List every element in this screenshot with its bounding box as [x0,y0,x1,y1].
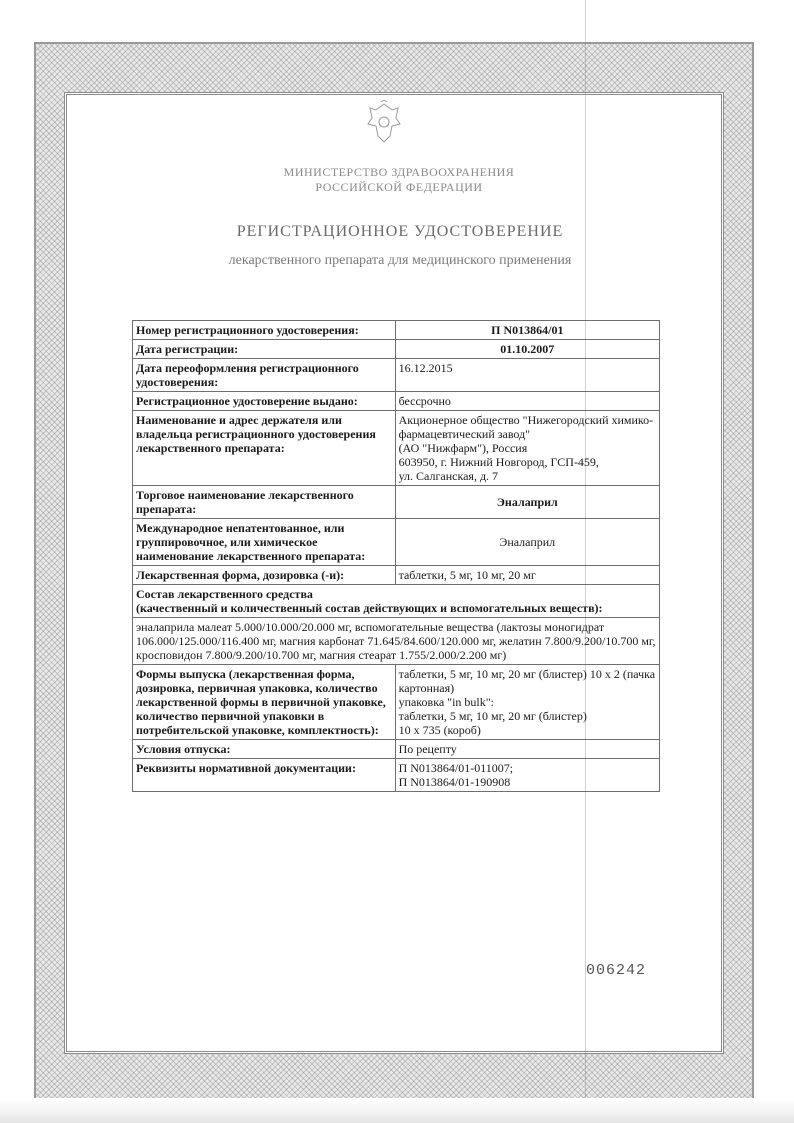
table-row-composition [133,618,660,665]
packaging-line-4: 10 х 735 (короб) [398,723,481,737]
composition-header-line-2: (качественный и количественный состав действующих и вспомогательных веществ): [136,601,603,615]
table-row-reissue-date [133,359,660,392]
holder-address-city: 603950, г. Нижний Новгород, ГСП-459, [398,455,599,469]
issued-value: бессрочно [395,392,659,411]
holder-label: Наименование и адрес держателя или владельца регистрационного удостоверения лекарственного препарата: [133,411,396,486]
packaging-line-1: таблетки, 5 мг, 10 мг, 20 мг (блистер) 10 х 2 (пачка картонная) [398,667,656,695]
coat-of-arms-icon [364,100,404,146]
form-value: таблетки, 5 мг, 10 мг, 20 мг [395,566,659,585]
reissue-date-value: 16.12.2015 [395,359,659,392]
ministry-line-1: МИНИСТЕРСТВО ЗДРАВООХРАНЕНИЯ [283,165,515,179]
table-row-dispensing [133,740,660,759]
dispensing-value: По рецепту [395,740,659,759]
table-row-reg-number [133,321,660,340]
table-row-packaging [133,665,660,740]
document-title: РЕГИСТРАЦИОННОЕ УДОСТОВЕРЕНИЕ [236,223,564,240]
holder-value [395,411,659,486]
ministry-name [234,165,564,195]
reg-number-value: П N013864/01 [395,321,659,340]
packaging-value [395,665,659,740]
table-row-inn [133,519,660,566]
holder-name: Акционерное общество "Нижегородский химико-фармацевтический завод" [398,413,654,441]
table-row-trade-name [133,486,660,519]
table-row-reg-date [133,340,660,359]
composition-header [133,585,660,618]
inn-value: Эналаприл [395,519,659,566]
packaging-label: Формы выпуска (лекарственная форма, дозировка, первичная упаковка, количество лекарственной формы в первичной упаковке, количество первичной упаковки в потребительской упаковке, комплектность): [133,665,396,740]
scan-edge [0,1098,794,1123]
serial-number: 006242 [586,962,647,979]
table-row-holder [133,411,660,486]
reg-date-value: 01.10.2007 [395,340,659,359]
trade-name-label: Торговое наименование лекарственного препарата: [133,486,396,519]
holder-address-street: ул. Салганская, д. 7 [398,469,499,483]
reissue-date-label: Дата переоформления регистрационного удостоверения: [133,359,396,392]
normative-value [395,759,659,792]
table-row-issued [133,392,660,411]
composition-header-line-1: Состав лекарственного средства [136,587,313,601]
packaging-line-2: упаковка "in bulk": [398,695,494,709]
inn-label: Международное непатентованное, или группировочное, или химическое наименование лекарственного препарата: [133,519,396,566]
reg-date-label: Дата регистрации: [133,340,396,359]
trade-name-value: Эналаприл [395,486,659,519]
dispensing-label: Условия отпуска: [133,740,396,759]
table-row-normative [133,759,660,792]
ministry-line-2: РОССИЙСКОЙ ФЕДЕРАЦИИ [315,180,483,194]
packaging-line-3: таблетки, 5 мг, 10 мг, 20 мг (блистер) [398,709,587,723]
normative-label: Реквизиты нормативной документации: [133,759,396,792]
holder-short-name: (АО "Нижфарм"), Россия [398,441,528,455]
normative-doc-1: П N013864/01-011007; [398,761,514,775]
normative-doc-2: П N013864/01-190908 [398,775,511,789]
table-row-form [133,566,660,585]
reg-number-label: Номер регистрационного удостоверения: [133,321,396,340]
table-row-composition-header [133,585,660,618]
form-label: Лекарственная форма, дозировка (-и): [133,566,396,585]
registration-table [132,320,660,792]
document-subtitle: лекарственного препарата для медицинского применения [228,253,572,268]
composition-value: эналаприла малеат 5.000/10.000/20.000 мг, вспомогательные вещества (лактозы моногидрат 106.000/125.000/116.400 мг, магния карбонат 71.645/84.600/120.000 мг, желатин 7.800/9.200/10.700 мг, кросповидон 7.800/9.200/10.700 мг, магния стеарат 1.755/2.000/2.200 мг) [133,618,660,665]
issued-label: Регистрационное удостоверение выдано: [133,392,396,411]
